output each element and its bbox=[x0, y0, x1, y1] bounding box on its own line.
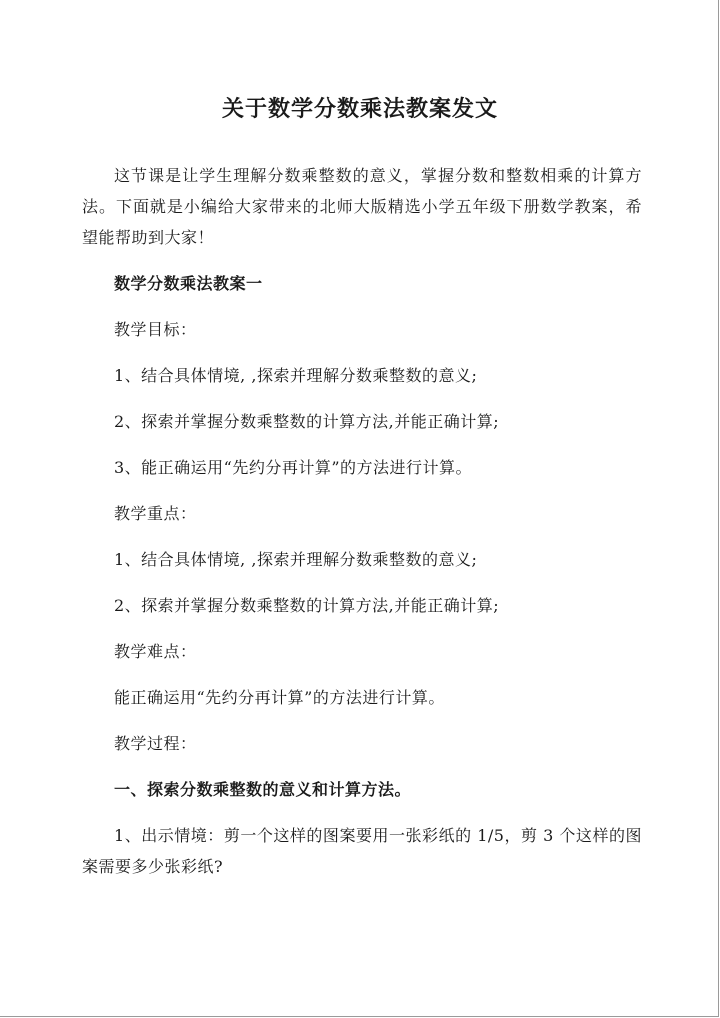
process-item: 1、出示情境：剪一个这样的图案要用一张彩纸的 1/5，剪 3 个这样的图案需要多少张彩纸? bbox=[82, 826, 642, 876]
difficulty-text: 能正确运用“先约分再计算”的方法进行计算。 bbox=[114, 688, 445, 707]
intro-paragraph: 这节课是让学生理解分数乘整数的意义，掌握分数和整数相乘的计算方法。下面就是小编给大家带来的北师大版精选小学五年级下册数学教案，希望能帮助到大家！ bbox=[82, 166, 642, 247]
objective-item: 3、能正确运用“先约分再计算”的方法进行计算。 bbox=[114, 458, 473, 477]
document-title: 关于数学分数乘法教案发文 bbox=[221, 96, 498, 122]
key-point-item: 2、探索并掌握分数乘整数的计算方法,并能正确计算; bbox=[114, 596, 500, 615]
document-body bbox=[82, 160, 642, 882]
process-heading: 一、探索分数乘整数的意义和计算方法。 bbox=[114, 780, 412, 799]
section-heading: 数学分数乘法教案一 bbox=[114, 274, 263, 293]
difficulty-label: 教学难点： bbox=[114, 642, 197, 661]
key-point-item: 1、结合具体情境, ,探索并理解分数乘整数的意义; bbox=[114, 550, 478, 569]
key-points-label: 教学重点： bbox=[114, 504, 197, 523]
objective-item: 2、探索并掌握分数乘整数的计算方法,并能正确计算; bbox=[114, 412, 500, 431]
objective-item: 1、结合具体情境, ,探索并理解分数乘整数的意义; bbox=[114, 366, 478, 385]
process-label: 教学过程： bbox=[114, 734, 197, 753]
objectives-label: 教学目标： bbox=[114, 320, 197, 339]
